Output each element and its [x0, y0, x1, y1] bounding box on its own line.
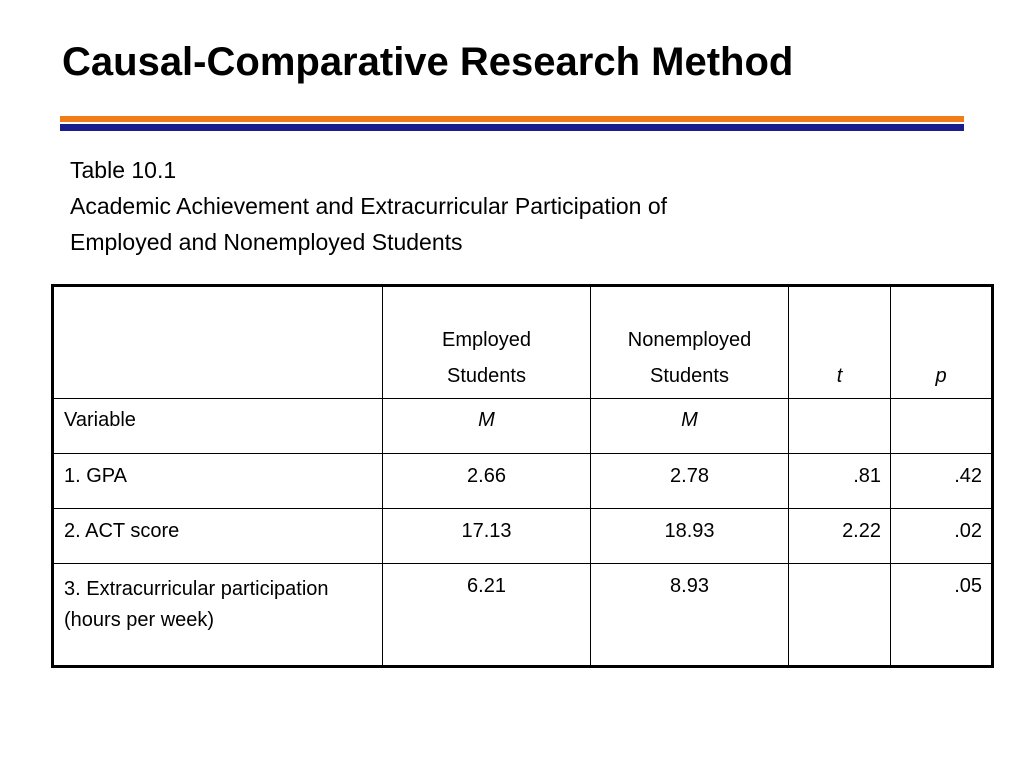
subheader-m-employed: M [383, 399, 591, 454]
row-variable: 2. ACT score [53, 509, 383, 564]
row-employed-mean: 2.66 [383, 454, 591, 509]
table-title-line-2: Employed and Nonemployed Students [70, 229, 463, 255]
table-row [53, 454, 993, 509]
header-p: p [891, 286, 993, 399]
subheader-empty-t [789, 399, 891, 454]
header-empty-cell [53, 286, 383, 399]
table-caption [70, 152, 950, 260]
row-t-value: 2.22 [789, 509, 891, 564]
table-row [53, 509, 993, 564]
row-variable: 3. Extracurricular participation (hours per week) [53, 564, 383, 667]
header-t: t [789, 286, 891, 399]
row-variable: 1. GPA [53, 454, 383, 509]
orange-divider [60, 116, 964, 122]
table-header-row [53, 286, 993, 399]
blue-divider [60, 124, 964, 131]
row-t-value: .81 [789, 454, 891, 509]
row-p-value: .02 [891, 509, 993, 564]
subheader-variable: Variable [53, 399, 383, 454]
results-table [51, 284, 994, 668]
row-t-value [789, 564, 891, 667]
table-row [53, 564, 993, 667]
row-nonemployed-mean: 18.93 [591, 509, 789, 564]
subheader-empty-p [891, 399, 993, 454]
row-nonemployed-mean: 8.93 [591, 564, 789, 667]
table-number: Table 10.1 [70, 157, 177, 183]
row-employed-mean: 17.13 [383, 509, 591, 564]
subheader-m-nonemployed: M [591, 399, 789, 454]
table-subheader-row [53, 399, 993, 454]
table-title-line-1: Academic Achievement and Extracurricular Participation of [70, 193, 668, 219]
slide-title: Causal-Comparative Research Method [62, 40, 794, 84]
row-p-value: .05 [891, 564, 993, 667]
header-employed-students: Employed Students [383, 286, 591, 399]
row-employed-mean: 6.21 [383, 564, 591, 667]
row-nonemployed-mean: 2.78 [591, 454, 789, 509]
row-p-value: .42 [891, 454, 993, 509]
header-nonemployed-students: Nonemployed Students [591, 286, 789, 399]
